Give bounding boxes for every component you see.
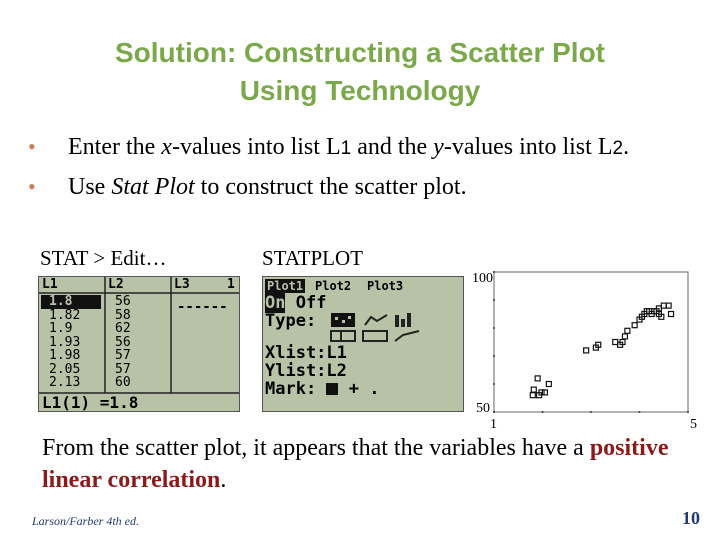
x-tick-mark	[590, 411, 592, 413]
calc-list-screen	[38, 276, 240, 412]
bullet-text: Use	[68, 174, 112, 200]
type-icons	[329, 311, 459, 345]
bullet-text: Enter the	[68, 134, 162, 160]
bullet-dot-icon: •	[28, 134, 36, 159]
bullet-list	[28, 132, 708, 210]
x-tick-mark	[493, 411, 495, 413]
type-label: Type:	[265, 311, 317, 331]
title-line-2: Using Technology	[239, 75, 481, 106]
scatter-points	[530, 303, 673, 398]
bullet-item	[28, 132, 708, 164]
tab-plot2: Plot2	[315, 279, 352, 293]
mark-square-icon	[326, 383, 338, 395]
scatter-plot	[468, 262, 708, 432]
list-cell: 2.05	[49, 361, 81, 377]
scatter-point	[622, 334, 627, 339]
slide-title	[0, 34, 720, 110]
list-cell: 1.98	[49, 348, 81, 363]
x-tick-mark	[687, 411, 689, 413]
off-option: Off	[295, 293, 327, 313]
list-cell: 56	[115, 334, 131, 350]
conclusion-lead: From the scatter plot, it appears that the variables have a	[42, 435, 590, 461]
citation: Larson/Farber 4th ed.	[32, 514, 140, 528]
scatter-point	[531, 387, 536, 392]
list-footer: L1(1) =1.8	[42, 393, 139, 412]
list-cell: 1.9	[49, 321, 73, 336]
list-cell: 58	[115, 307, 131, 323]
list-cell: 1.82	[49, 307, 81, 323]
l2-column	[115, 295, 131, 390]
conclusion-highlight: positive linear correlation	[42, 435, 669, 493]
mark-label: Mark:	[265, 379, 317, 399]
l3-placeholder: ------	[177, 299, 228, 315]
bullet-subscript: 1	[340, 138, 352, 159]
header-l2: L2	[108, 277, 124, 292]
page-number: 10	[682, 508, 700, 528]
scatter-point	[661, 303, 666, 308]
y-max-label: 100	[472, 271, 493, 286]
on-option: On	[265, 293, 286, 313]
scatter-point	[584, 348, 589, 353]
bullet-text: to construct the scatter plot.	[194, 174, 467, 200]
bullet-text: .	[623, 134, 630, 160]
bullet-em: Stat Plot	[111, 174, 195, 200]
scatter-point	[535, 376, 540, 381]
y-tick-mark	[493, 355, 495, 357]
caption-stat-edit: STAT > Edit…	[40, 246, 167, 270]
y-tick-mark	[493, 383, 495, 385]
caption-statplot: STATPLOT	[262, 246, 363, 270]
xlist-setting: Xlist:L1	[265, 343, 347, 363]
conclusion-end: .	[220, 467, 227, 493]
scatter-point	[542, 390, 547, 395]
mark-setting	[265, 379, 379, 399]
scatter-point	[546, 382, 551, 387]
bullet-em: x	[161, 134, 172, 160]
mark-dot-option: .	[369, 379, 380, 399]
x-tick-mark	[542, 411, 544, 413]
calc-statplot-screen	[262, 276, 464, 412]
list-cell: 1.8	[49, 294, 73, 309]
bullet-em: y	[433, 134, 444, 160]
conclusion-text	[42, 432, 702, 496]
mark-plus-option: +	[348, 379, 359, 399]
l1-column	[49, 295, 80, 390]
x-min-label: 1	[490, 417, 497, 432]
title-line-1: Solution: Constructing a Scatter Plot	[114, 37, 605, 68]
list-cell: 2.13	[49, 375, 81, 390]
y-min-label: 50	[476, 401, 490, 416]
header-l3: L3	[174, 277, 190, 292]
x-max-label: 5	[690, 417, 697, 432]
bullet-text: and the	[351, 134, 434, 160]
y-tick-mark	[493, 271, 495, 273]
y-tick-mark	[493, 299, 495, 301]
plot-frame	[494, 272, 688, 412]
bullet-dot-icon: •	[28, 174, 36, 199]
tab-plot3: Plot3	[367, 279, 404, 293]
bullet-subscript: 2	[612, 138, 624, 159]
list-cell: 57	[115, 361, 131, 377]
scatter-point	[632, 323, 637, 328]
scatter-point	[669, 312, 674, 317]
x-tick-mark	[639, 411, 641, 413]
bullet-text: -values into list L	[171, 134, 341, 160]
list-cell: 60	[115, 375, 131, 390]
scatter-point	[613, 340, 618, 345]
list-cell: 56	[115, 294, 131, 309]
scatter-point	[625, 328, 630, 333]
header-l1: L1	[42, 277, 58, 292]
y-tick-mark	[493, 327, 495, 329]
list-cell: 62	[115, 321, 131, 336]
tab-plot1: Plot1	[267, 279, 304, 293]
list-cell: 1.93	[49, 334, 81, 350]
ylist-setting: Ylist:L2	[265, 361, 347, 381]
list-cell: 57	[115, 348, 131, 363]
on-off-row	[265, 293, 326, 313]
bullet-item	[28, 172, 708, 202]
header-column-number: 1	[227, 277, 235, 292]
scatter-point	[530, 393, 535, 398]
bullet-text: -values into list L	[443, 134, 613, 160]
